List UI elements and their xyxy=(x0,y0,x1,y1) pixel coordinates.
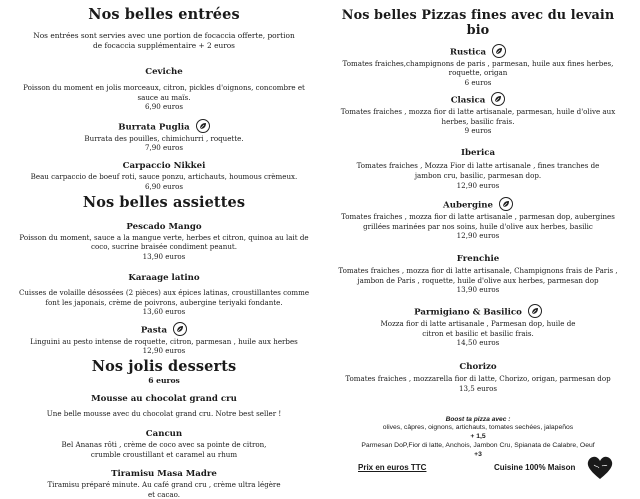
item-name xyxy=(451,93,506,107)
menu-item xyxy=(14,59,314,112)
item-desc: Burrata des pouilles, chimichurri , roquette. xyxy=(84,133,244,143)
item-name xyxy=(443,198,513,212)
section-title-pizzas: Nos belles Pizzas fines avec du levain bio xyxy=(341,8,615,38)
vegetarian-leaf-icon xyxy=(492,44,506,58)
left-column xyxy=(14,0,314,499)
item-price: 13,90 euros xyxy=(456,285,500,295)
item-desc: Mozza fior di latte artisanale , Parmesan dop, huile de citron et basilic et basilic frais. xyxy=(380,318,576,338)
item-price: 13,5 euros xyxy=(458,383,498,393)
item-price: 13,90 euros xyxy=(142,252,186,262)
item-name-text: Rustica xyxy=(449,47,487,57)
house-note: Cuisine 100% Maison xyxy=(494,463,576,472)
vegetarian-leaf-icon xyxy=(173,322,187,336)
item-desc: Cuisses de volaille désossées (2 pièces) aux épices latinas, croustillantes comme font les japonais, crème de poivrons, aubergine teriyaki fondante. xyxy=(18,288,310,307)
item-desc: Tomates fraiches , mozza fior di latte artisanale, Champignons frais de Paris , jambon de Paris , roquette, huile d'olive aux herbes, parmesan dop xyxy=(338,266,618,285)
vegetarian-leaf-icon xyxy=(499,197,513,211)
item-name: Carpaccio Nikkei xyxy=(122,161,206,172)
item-price: 6,90 euros xyxy=(144,181,184,191)
item-name xyxy=(118,120,209,134)
item-name: Mousse au chocolat grand cru xyxy=(91,394,237,405)
menu-item xyxy=(330,299,626,348)
menu-item xyxy=(330,193,626,242)
item-name: Iberica xyxy=(460,148,496,159)
vegetarian-leaf-icon xyxy=(196,119,210,133)
menu-item xyxy=(14,114,314,153)
boost-section xyxy=(330,416,626,459)
item-name: Tiramisu Masa Madre xyxy=(111,469,217,480)
menu-item xyxy=(330,39,626,88)
section-title-entrees: Nos belles entrées xyxy=(88,6,240,23)
boost-plus-1: + 1,5 xyxy=(470,432,486,440)
vegetarian-leaf-icon xyxy=(528,304,542,318)
item-name: Cancun xyxy=(145,428,183,439)
item-price: 14,50 euros xyxy=(456,338,500,348)
menu-item xyxy=(330,140,626,190)
boost-line-2: Parmesan DoP,Fior di latte, Anchois, Jambon Cru, Spianata de Calabre, Oeuf xyxy=(361,441,595,449)
item-desc: Une belle mousse avec du chocolat grand cru. Notre best seller ! xyxy=(46,409,282,419)
boost-title: Boost ta pizza avec : xyxy=(445,415,511,423)
item-desc: Tomates fraiches , mozza fior di latte artisanale , parmesan dop, aubergines grillées marinées par nos soins, huile d'olive aux herbes, basilic xyxy=(341,212,615,231)
item-desc: Poisson du moment en jolis morceaux, citron, pickles d'oignons, concombre et sauce au maïs. xyxy=(23,83,305,102)
item-desc: Tomates fraiches , mozza fior di latte artisanale, parmesan, huile d'olive aux herbes, basilic frais. xyxy=(340,107,616,126)
item-name xyxy=(450,45,506,59)
item-name-text: Burrata Puglia xyxy=(118,122,190,133)
item-name: Karaage latino xyxy=(128,273,200,284)
item-desc: Tiramisu préparé minute. Au café grand cru , crème ultra légère et cacao. xyxy=(47,480,281,499)
entrees-intro: Nos entrées sont servies avec une portion de focaccia offerte, portion de focaccia supplémentaire + 2 euros xyxy=(33,31,295,50)
menu-item xyxy=(14,317,314,356)
item-name: Pescado Mango xyxy=(126,221,202,232)
prices-note: Prix en euros TTC xyxy=(358,463,427,472)
item-desc: Tomates fraiches , mozzarella fior di latte, Chorizo, origan, parmesan dop xyxy=(345,374,611,384)
menu-item xyxy=(14,461,314,499)
item-name-text: Parmigiano & Basilico xyxy=(414,307,522,318)
item-desc: Bel Ananas rôti , crème de coco avec sa pointe de citron, crumble croustillant et caramel au rhum xyxy=(61,439,267,459)
item-price: 12,90 euros xyxy=(142,346,186,356)
item-name-text: Pasta xyxy=(140,325,168,336)
menu-item xyxy=(14,153,314,192)
item-price: 12,90 euros xyxy=(456,231,500,241)
item-name xyxy=(414,305,542,319)
item-name: Chorizo xyxy=(459,362,497,373)
item-name: Ceviche xyxy=(145,67,183,77)
right-column xyxy=(330,0,626,459)
menu-item xyxy=(14,386,314,419)
item-price: 6 euros xyxy=(464,77,492,87)
vegetarian-leaf-icon xyxy=(491,92,505,106)
item-name-text: Aubergine xyxy=(443,200,493,211)
item-price: 13,60 euros xyxy=(142,307,186,317)
item-name-text: Clasica xyxy=(450,95,486,106)
menu-item xyxy=(330,246,626,295)
item-desc: Tomates fraiches , Mozza Fior di latte artisanale , fines tranches de jambon cru, basilic, parmesan dop. xyxy=(356,161,600,180)
item-desc: Beau carpaccio de boeuf roti, sauce ponzu, artichauts, houmous crèmeux. xyxy=(30,172,298,182)
item-price: 12,90 euros xyxy=(456,180,500,190)
section-title-desserts: Nos jolis desserts xyxy=(91,358,237,376)
desserts-price: 6 euros xyxy=(148,376,180,386)
item-desc: Tomates fraiches,champignons de paris , parmesan, huile aux fines herbes, roquette, origan xyxy=(342,58,614,78)
item-name: Frenchie xyxy=(456,254,500,265)
menu-item xyxy=(14,214,314,262)
boost-plus-2: +3 xyxy=(474,450,482,458)
section-title-assiettes: Nos belles assiettes xyxy=(82,193,246,211)
item-price: 7,90 euros xyxy=(144,143,184,153)
menu-item xyxy=(14,421,314,459)
menu-item xyxy=(14,265,314,317)
heart-logo xyxy=(586,455,614,481)
item-price: 9 euros xyxy=(464,126,492,136)
menu-item xyxy=(330,354,626,394)
item-desc: Poisson du moment, sauce a la mangue verte, herbes et citron, quinoa au lait de coco, sucrine braisée condiment peanut. xyxy=(19,232,309,252)
item-name xyxy=(141,323,187,337)
menu-item xyxy=(330,88,626,137)
boost-line-1: olives, câpres, oignons, artichauts, tomates sechées, jalapeños xyxy=(382,423,574,431)
item-desc: Linguini au pesto intense de roquette, citron, parmesan , huile aux herbes xyxy=(30,336,298,346)
item-price: 6,90 euros xyxy=(144,102,184,112)
